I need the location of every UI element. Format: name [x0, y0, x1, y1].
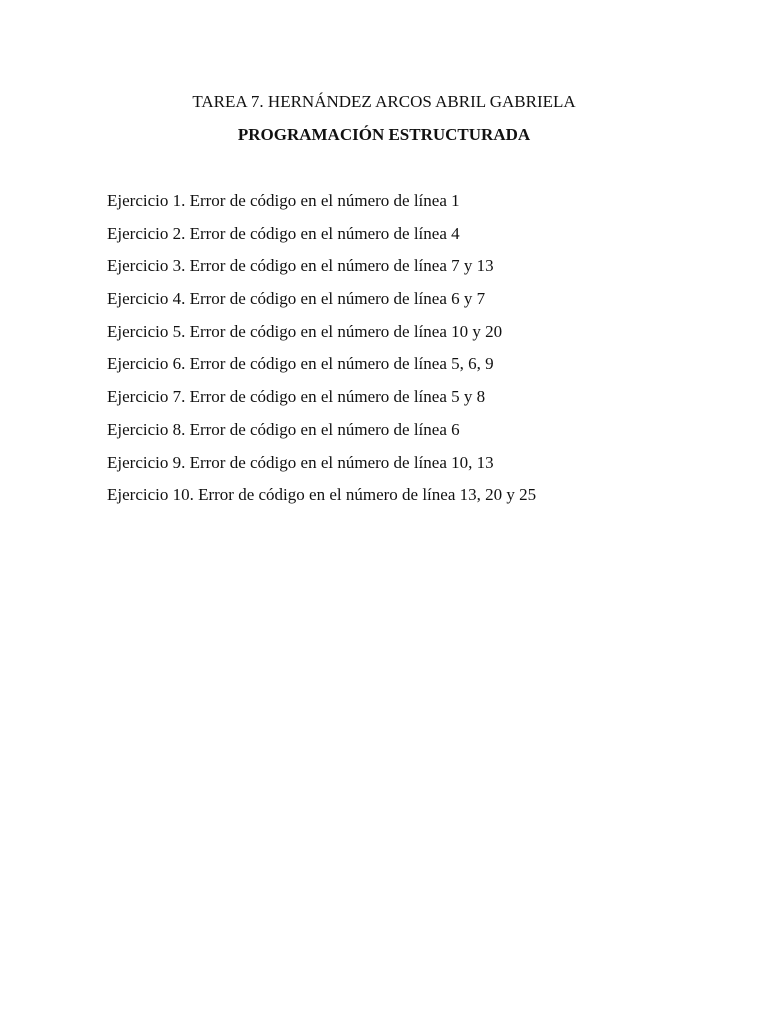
exercise-item: Ejercicio 9. Error de código en el número de línea 10, 13 [107, 452, 494, 472]
document-title: TAREA 7. HERNÁNDEZ ARCOS ABRIL GABRIELA [192, 92, 576, 111]
exercise-item: Ejercicio 6. Error de código en el número de línea 5, 6, 9 [107, 354, 494, 374]
exercise-item: Ejercicio 2. Error de código en el número de línea 4 [107, 223, 460, 243]
exercise-item: Ejercicio 7. Error de código en el número de línea 5 y 8 [107, 387, 486, 407]
exercise-list [107, 189, 536, 516]
exercise-item: Ejercicio 3. Error de código en el número de línea 7 y 13 [107, 256, 494, 276]
document-subtitle: PROGRAMACIÓN ESTRUCTURADA [237, 125, 531, 144]
exercise-item: Ejercicio 10. Error de código en el número de línea 13, 20 y 25 [107, 485, 537, 505]
exercise-item: Ejercicio 5. Error de código en el número de línea 10 y 20 [107, 321, 503, 341]
exercise-item: Ejercicio 4. Error de código en el número de línea 6 y 7 [107, 289, 486, 309]
exercise-item: Ejercicio 1. Error de código en el número de línea 1 [107, 191, 460, 210]
exercise-item: Ejercicio 8. Error de código en el número de línea 6 [107, 419, 460, 439]
